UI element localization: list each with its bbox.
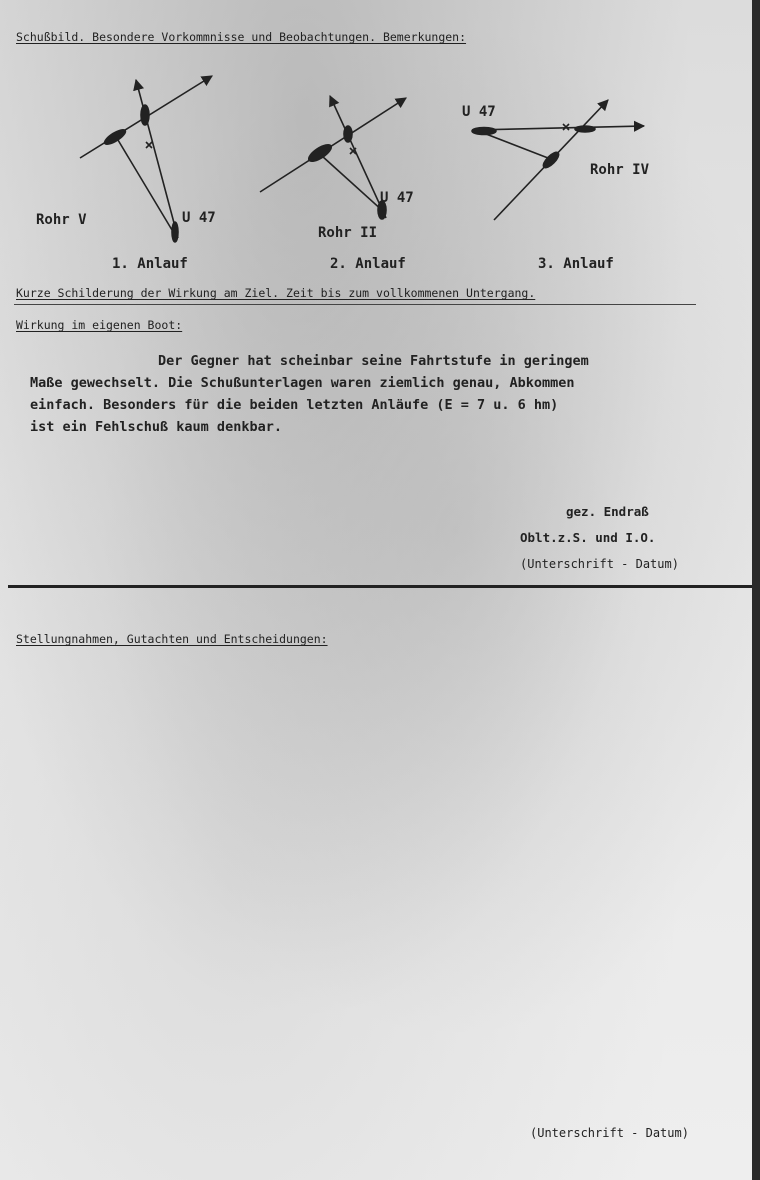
label-run-3: 3. Anlauf <box>538 256 614 272</box>
body-line-1: Der Gegner hat scheinbar seine Fahrtstufe in geringem <box>158 353 589 369</box>
header-schussbild: Schußbild. Besondere Vorkommnisse und Beobachtungen. Bemerkungen: <box>16 30 467 44</box>
label-u47-run3: U 47 <box>462 104 496 120</box>
label-rohr-iv: Rohr IV <box>590 162 650 178</box>
body-line-4: ist ein Fehlschuß kaum denkbar. <box>30 419 282 435</box>
footer-signature-caption: (Unterschrift - Datum) <box>530 1126 689 1140</box>
label-rohr-v: Rohr V <box>36 212 87 228</box>
label-u47-run2: U 47 <box>380 190 414 206</box>
label-run-1: 1. Anlauf <box>112 256 188 272</box>
signature-rank: Oblt.z.S. und I.O. <box>520 530 656 545</box>
shot-diagrams <box>0 60 760 260</box>
rule-effect-target <box>14 304 696 305</box>
label-rohr-ii: Rohr II <box>318 225 378 241</box>
header-opinions: Stellungnahmen, Gutachten und Entscheidungen: <box>16 632 328 646</box>
report-body <box>30 350 730 438</box>
label-u47-run1: U 47 <box>182 210 216 226</box>
label-run-2: 2. Anlauf <box>330 256 406 272</box>
header-effect-own-boat: Wirkung im eigenen Boot: <box>16 318 183 332</box>
body-line-3: einfach. Besonders für die beiden letzten Anläufe (E = 7 u. 6 hm) <box>30 397 559 413</box>
section-divider <box>8 585 752 588</box>
header-effect-target: Kurze Schilderung der Wirkung am Ziel. Zeit bis zum vollkommenen Untergang. <box>16 286 536 300</box>
body-line-2: Maße gewechselt. Die Schußunterlagen waren ziemlich genau, Abkommen <box>30 375 575 391</box>
diagram-run-3 <box>472 100 644 220</box>
signature-name: gez. Endraß <box>566 504 649 519</box>
signature-caption: (Unterschrift - Datum) <box>520 557 679 571</box>
